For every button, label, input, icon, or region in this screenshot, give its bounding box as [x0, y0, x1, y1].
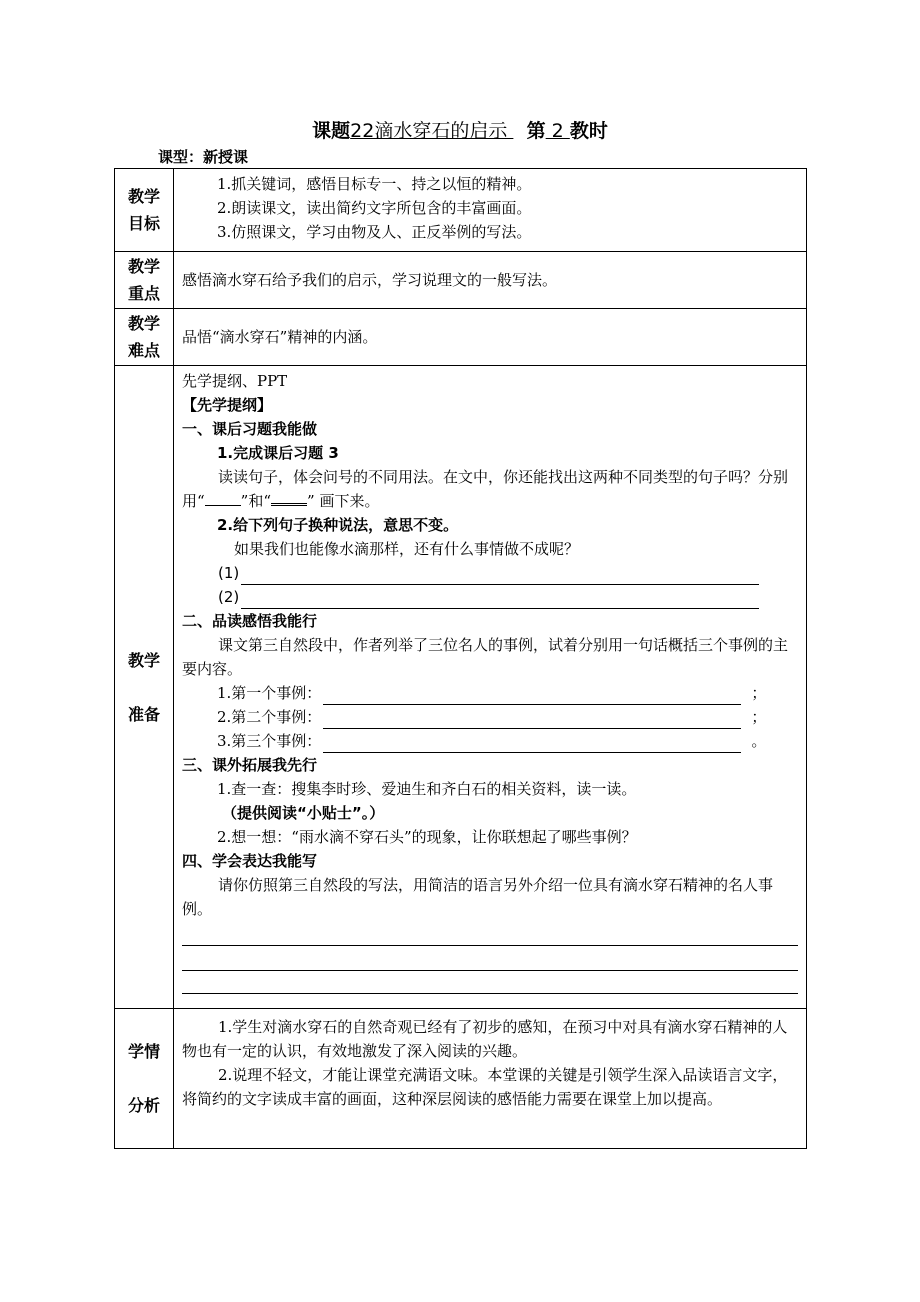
s1-item1-text: 读读句子，体会问号的不同用法。在文中，你还能找出这两种不同类型的句子吗？分别用“ ”和“ ” 画下来。	[182, 468, 789, 510]
lesson-type: 课型：新授课	[158, 148, 249, 166]
row-analysis	[115, 1009, 807, 1149]
goal-item: 1.抓关键词，感悟目标专一、持之以恒的精神。	[217, 175, 532, 193]
section-3-title: 三、课外拓展我先行	[182, 756, 318, 774]
period-number: 2	[545, 120, 570, 142]
example-line-3[interactable]: 3.第三个事例： 。	[182, 729, 798, 753]
writing-line-2[interactable]	[182, 946, 798, 971]
difficulties-text: 品悟“滴水穿石”精神的内涵。	[174, 309, 807, 366]
label-preparation: 教学 准备	[115, 366, 174, 1009]
writing-line-1[interactable]	[182, 921, 798, 946]
s1-item2-sentence: 如果我们也能像水滴那样，还有什么事情做不成呢？	[234, 540, 580, 558]
answer-underline	[241, 590, 759, 609]
writing-line-3[interactable]	[182, 971, 798, 994]
answer-line-1[interactable]: (1)	[182, 561, 798, 585]
period-suffix: 教时	[569, 120, 608, 142]
example-line-2[interactable]: 2.第二个事例： ；	[182, 705, 798, 729]
preparation-content	[174, 366, 807, 1009]
label-analysis: 学情 分析	[115, 1009, 174, 1149]
s3-item1: 1.查一查：搜集李时珍、爱迪生和齐白石的相关资料，读一读。	[217, 780, 637, 798]
s1-item2-title: 2.给下列句子换种说法，意思不变。	[217, 516, 459, 534]
s1-item1-title: 1.完成课后习题 3	[217, 444, 339, 462]
blank-underline-double	[271, 489, 307, 506]
example-line-1[interactable]: 1.第一个事例： ；	[182, 681, 798, 705]
label-difficulties: 教学 难点	[115, 309, 174, 366]
key-points-text: 感悟滴水穿石给予我们的启示，学习说理文的一般写法。	[174, 252, 807, 309]
row-preparation	[115, 366, 807, 1009]
example-underline	[323, 734, 741, 753]
goals-content	[174, 169, 807, 252]
label-goals: 教学 目标	[115, 169, 174, 252]
answer-line-2[interactable]: (2)	[182, 585, 798, 609]
analysis-paragraph: 1.学生对滴水穿石的自然奇观已经有了初步的感知，在预习中对具有滴水穿石精神的人物也有一定的认识，有效地激发了深入阅读的兴趣。	[182, 1018, 788, 1060]
row-difficulties	[115, 309, 807, 366]
blank-underline	[205, 491, 241, 506]
row-key-points	[115, 252, 807, 309]
outline-title: 【先学提纲】	[182, 396, 273, 414]
row-goals	[115, 169, 807, 252]
lesson-name: 22滴水穿石的启示	[350, 120, 514, 142]
section-4-title: 四、学会表达我能写	[182, 852, 318, 870]
goal-item: 2.朗读课文，读出简约文字所包含的丰富画面。	[217, 199, 532, 217]
answer-underline	[241, 566, 759, 585]
materials: 先学提纲、PPT	[182, 372, 288, 390]
page-title	[0, 116, 920, 143]
s4-text: 请你仿照第三自然段的写法，用简洁的语言另外介绍一位具有滴水穿石精神的名人事例。	[182, 876, 774, 918]
example-underline	[323, 710, 741, 729]
title-prefix: 课题	[312, 120, 351, 142]
example-underline	[323, 686, 741, 705]
label-key-points: 教学 重点	[115, 252, 174, 309]
section-1-title: 一、课后习题我能做	[182, 420, 318, 438]
section-2-title: 二、品读感悟我能行	[182, 612, 318, 630]
goal-item: 3.仿照课文，学习由物及人、正反举例的写法。	[217, 223, 532, 241]
analysis-paragraph: 2.说理不轻文，才能让课堂充满语文味。本堂课的关键是引领学生深入品读语言文字，将简约的文字读成丰富的画面，这种深层阅读的感悟能力需要在课堂上加以提高。	[182, 1066, 788, 1108]
period-prefix: 第	[526, 120, 546, 142]
s2-text: 课文第三自然段中，作者列举了三位名人的事例，试着分别用一句话概括三个事例的主要内容。	[182, 636, 789, 678]
s3-item1-note: （提供阅读“小贴士”。）	[222, 804, 385, 822]
lesson-plan-table	[114, 168, 807, 1149]
analysis-content	[174, 1009, 807, 1149]
s3-item2: 2.想一想：“雨水滴不穿石头”的现象，让你联想起了哪些事例？	[217, 828, 637, 846]
